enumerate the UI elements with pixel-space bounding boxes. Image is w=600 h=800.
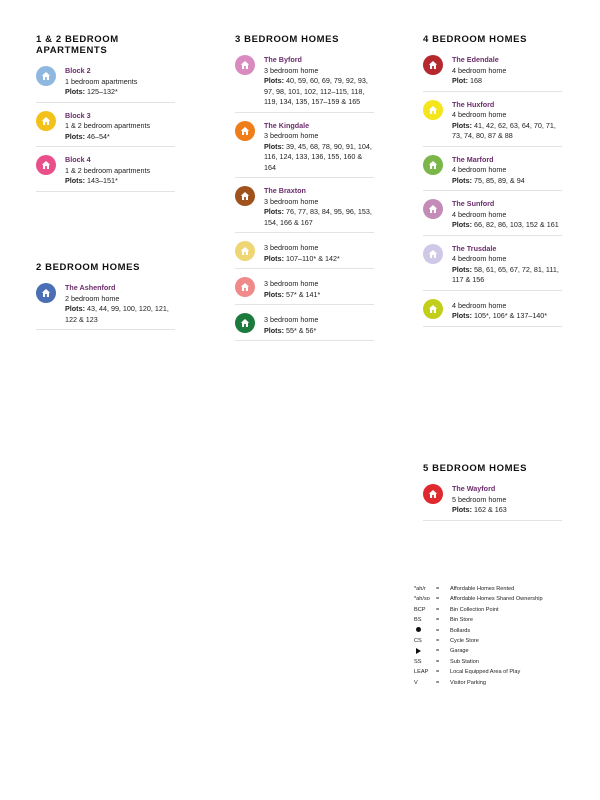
house-type-list xyxy=(36,66,175,192)
legend-equals: = xyxy=(436,648,440,655)
plots-value: 168 xyxy=(467,76,482,85)
legend-row xyxy=(414,667,543,677)
plots-label: Plots: xyxy=(264,289,284,299)
plots-label: Plots: xyxy=(264,207,284,216)
section-heading: 4 BEDROOM HOMES xyxy=(423,34,528,45)
legend-description: Bin Store xyxy=(450,617,474,624)
house-type-name: The Byford xyxy=(264,55,302,64)
plots-label: Plots: xyxy=(264,253,284,263)
plot-numbers xyxy=(452,505,562,516)
house-type-item xyxy=(423,244,562,291)
plot-numbers xyxy=(264,290,374,301)
house-icon xyxy=(423,484,443,504)
plots-value: 39, 45, 68, 78, 90, 91, 104, 116, 124, 133, 136, 155, 160 & 164 xyxy=(264,141,372,172)
house-icon xyxy=(423,155,443,175)
house-type-item xyxy=(235,55,374,113)
house-type-description: 4 bedroom home xyxy=(452,165,507,174)
plots-value: 46–54* xyxy=(84,131,110,141)
plot-numbers xyxy=(264,207,374,228)
house-type-item xyxy=(36,155,175,192)
legend-description: Garage xyxy=(450,648,469,655)
house-type-item xyxy=(423,55,562,92)
legend-abbreviation: LEAP xyxy=(414,669,429,676)
plots-value: 58, 61, 65, 67, 72, 81, 111, 117 & 156 xyxy=(452,264,559,284)
house-type-description: 4 bedroom home xyxy=(452,65,507,75)
plots-label: Plots: xyxy=(264,141,284,151)
legend-abbreviation: *ah/r xyxy=(414,586,426,592)
plot-numbers xyxy=(65,87,175,98)
house-type-item xyxy=(423,155,562,192)
house-icon xyxy=(235,277,255,297)
legend-row xyxy=(414,594,543,604)
house-type-description: 5 bedroom home xyxy=(452,494,507,504)
section-four-bed xyxy=(423,34,562,335)
house-type-name: The Ashenford xyxy=(65,283,116,292)
plots-label: Plots: xyxy=(65,176,85,185)
house-type-item xyxy=(423,484,562,521)
plot-numbers xyxy=(65,176,175,187)
plot-numbers xyxy=(452,76,562,87)
house-type-list xyxy=(423,55,562,327)
legend-row xyxy=(414,678,543,688)
plots-label: Plots: xyxy=(452,220,472,229)
house-icon xyxy=(235,121,255,141)
house-type-item xyxy=(235,313,374,341)
bollard-icon xyxy=(414,626,436,636)
plot-numbers xyxy=(452,121,562,142)
plot-numbers xyxy=(65,132,175,143)
section-five-bed xyxy=(423,463,562,529)
section-three-bed xyxy=(235,34,374,349)
house-type-description: 4 bedroom home xyxy=(452,254,507,263)
legend-row xyxy=(414,615,543,625)
plot-numbers xyxy=(264,254,374,265)
section-heading: 3 BEDROOM HOMES xyxy=(235,34,340,45)
legend-row xyxy=(414,646,543,656)
house-icon xyxy=(36,111,56,131)
legend-description: Bin Collection Point xyxy=(450,606,499,613)
legend-abbreviation: BCP xyxy=(414,606,426,613)
plots-value: 107–110* & 142* xyxy=(283,253,340,263)
plot-numbers xyxy=(264,76,374,108)
legend-description: Cycle Store xyxy=(450,638,479,645)
house-type-description: 1 & 2 bedroom apartments xyxy=(65,165,151,175)
house-type-item xyxy=(235,186,374,233)
house-type-item xyxy=(423,100,562,147)
house-icon xyxy=(423,100,443,120)
legend-equals: = xyxy=(436,679,440,686)
house-type-description: 3 bedroom home xyxy=(264,196,319,206)
house-icon xyxy=(423,55,443,75)
plots-value: 55* & 56* xyxy=(283,325,317,335)
plots-label: Plots: xyxy=(452,264,472,274)
plot-numbers xyxy=(452,220,562,231)
house-type-name: Block 2 xyxy=(65,66,91,75)
plots-label: Plot: xyxy=(452,76,468,85)
plots-label: Plots: xyxy=(65,304,85,313)
house-type-name: Block 3 xyxy=(65,110,91,120)
legend-equals: = xyxy=(436,617,440,624)
section-apartments xyxy=(36,34,175,200)
plots-label: Plots: xyxy=(264,325,284,335)
house-type-name: The Wayford xyxy=(452,484,496,493)
garage-icon xyxy=(414,646,436,656)
house-type-description: 4 bedroom home xyxy=(452,300,507,310)
house-icon xyxy=(235,241,255,261)
plot-numbers xyxy=(264,142,374,174)
legend-description: Bollards xyxy=(450,627,471,634)
legend-equals: = xyxy=(436,586,440,592)
plots-value: 105*, 106* & 137–140* xyxy=(471,311,548,320)
house-type-name: The Huxford xyxy=(452,99,495,109)
plot-numbers xyxy=(452,311,562,322)
house-type-item xyxy=(235,121,374,179)
house-icon xyxy=(36,283,56,303)
house-icon xyxy=(235,55,255,75)
plots-label: Plots: xyxy=(452,120,472,130)
plots-label: Plots: xyxy=(264,76,284,85)
house-type-name: The Trusdale xyxy=(452,243,497,253)
plots-value: 75, 85, 89, & 94 xyxy=(471,175,525,185)
legend-description: Affordable Homes Rented xyxy=(450,586,515,592)
legend-description: Sub Station xyxy=(450,658,479,665)
legend-row xyxy=(414,626,543,636)
plots-value: 66, 82, 86, 103, 152 & 161 xyxy=(471,220,559,229)
plots-value: 125–132* xyxy=(84,87,118,96)
house-type-description: 3 bedroom home xyxy=(264,315,319,324)
house-type-list xyxy=(235,55,374,341)
house-type-list xyxy=(423,484,562,521)
legend-description: Local Equipped Area of Play xyxy=(450,669,521,676)
plots-label: Plots: xyxy=(65,131,85,141)
legend-abbreviation: *ah/so xyxy=(414,596,430,603)
house-type-list xyxy=(36,283,175,330)
legend-abbreviation: V xyxy=(414,679,418,686)
section-heading: 1 & 2 BEDROOM APARTMENTS xyxy=(36,34,119,56)
house-icon xyxy=(36,66,56,86)
house-type-description: 2 bedroom home xyxy=(65,293,120,303)
plots-label: Plots: xyxy=(65,87,85,96)
house-type-item xyxy=(235,277,374,305)
plots-value: 143–151* xyxy=(84,176,118,185)
plots-value: 40, 59, 60, 69, 79, 92, 93, 97, 98, 101, 102, 112–115, 118, 119, 134, 135, 157–159 & 165 xyxy=(264,76,368,106)
house-type-name: The Sunford xyxy=(452,199,495,208)
legend-abbreviation: CS xyxy=(414,638,422,645)
house-icon xyxy=(235,186,255,206)
legend-equals: = xyxy=(436,669,440,676)
house-icon xyxy=(423,244,443,264)
house-type-description: 3 bedroom home xyxy=(264,65,319,75)
legend-description: Affordable Homes Shared Ownership xyxy=(450,596,543,603)
plots-value: 57* & 141* xyxy=(283,289,321,299)
legend-abbreviation: BS xyxy=(414,617,422,624)
legend-equals: = xyxy=(436,606,440,613)
plot-numbers xyxy=(65,304,175,325)
house-type-name: The Edendale xyxy=(452,55,499,64)
house-type-description: 3 bedroom home xyxy=(264,279,319,288)
section-heading: 2 BEDROOM HOMES xyxy=(36,262,141,273)
house-type-name: Block 4 xyxy=(65,155,91,164)
legend-equals: = xyxy=(436,638,440,645)
legend-row xyxy=(414,605,543,615)
house-type-item xyxy=(36,111,175,148)
plots-label: Plots: xyxy=(452,175,472,185)
legend-equals: = xyxy=(436,627,440,634)
house-type-description: 4 bedroom home xyxy=(452,209,507,219)
house-type-name: The Kingdale xyxy=(264,120,310,130)
house-type-name: The Braxton xyxy=(264,186,306,195)
house-type-description: 1 & 2 bedroom apartments xyxy=(65,121,151,130)
house-type-item xyxy=(423,299,562,327)
abbreviations-legend xyxy=(414,584,543,688)
plots-value: 41, 42, 62, 63, 64, 70, 71, 73, 74, 80, 87 & 88 xyxy=(452,120,556,140)
house-type-description: 3 bedroom home xyxy=(264,131,319,140)
plots-value: 43, 44, 99, 100, 120, 121, 122 & 123 xyxy=(65,304,169,324)
house-icon xyxy=(423,199,443,219)
house-type-description: 3 bedroom home xyxy=(264,243,319,252)
house-type-item xyxy=(36,283,175,330)
legend-description: Visitor Parking xyxy=(450,679,486,686)
house-icon xyxy=(235,313,255,333)
legend-abbreviation: SS xyxy=(414,658,422,665)
legend-row xyxy=(414,636,543,646)
legend-row xyxy=(414,584,543,594)
plot-numbers xyxy=(452,265,562,286)
house-type-description: 1 bedroom apartments xyxy=(65,76,138,86)
plots-label: Plots: xyxy=(452,311,472,320)
plot-numbers xyxy=(264,326,374,337)
plots-label: Plots: xyxy=(452,505,472,514)
plots-value: 76, 77, 83, 84, 95, 96, 153, 154, 166 & 167 xyxy=(264,207,372,227)
house-icon xyxy=(36,155,56,175)
house-type-description: 4 bedroom home xyxy=(452,110,507,119)
section-heading: 5 BEDROOM HOMES xyxy=(423,463,528,474)
legend-row xyxy=(414,657,543,667)
plot-numbers xyxy=(452,176,562,187)
legend-equals: = xyxy=(436,596,440,603)
house-type-name: The Marford xyxy=(452,154,494,164)
house-type-item xyxy=(423,199,562,236)
section-two-bed xyxy=(36,262,175,338)
legend-equals: = xyxy=(436,658,440,665)
house-type-item xyxy=(36,66,175,103)
plots-value: 162 & 163 xyxy=(471,505,507,514)
house-type-item xyxy=(235,241,374,269)
house-icon xyxy=(423,299,443,319)
